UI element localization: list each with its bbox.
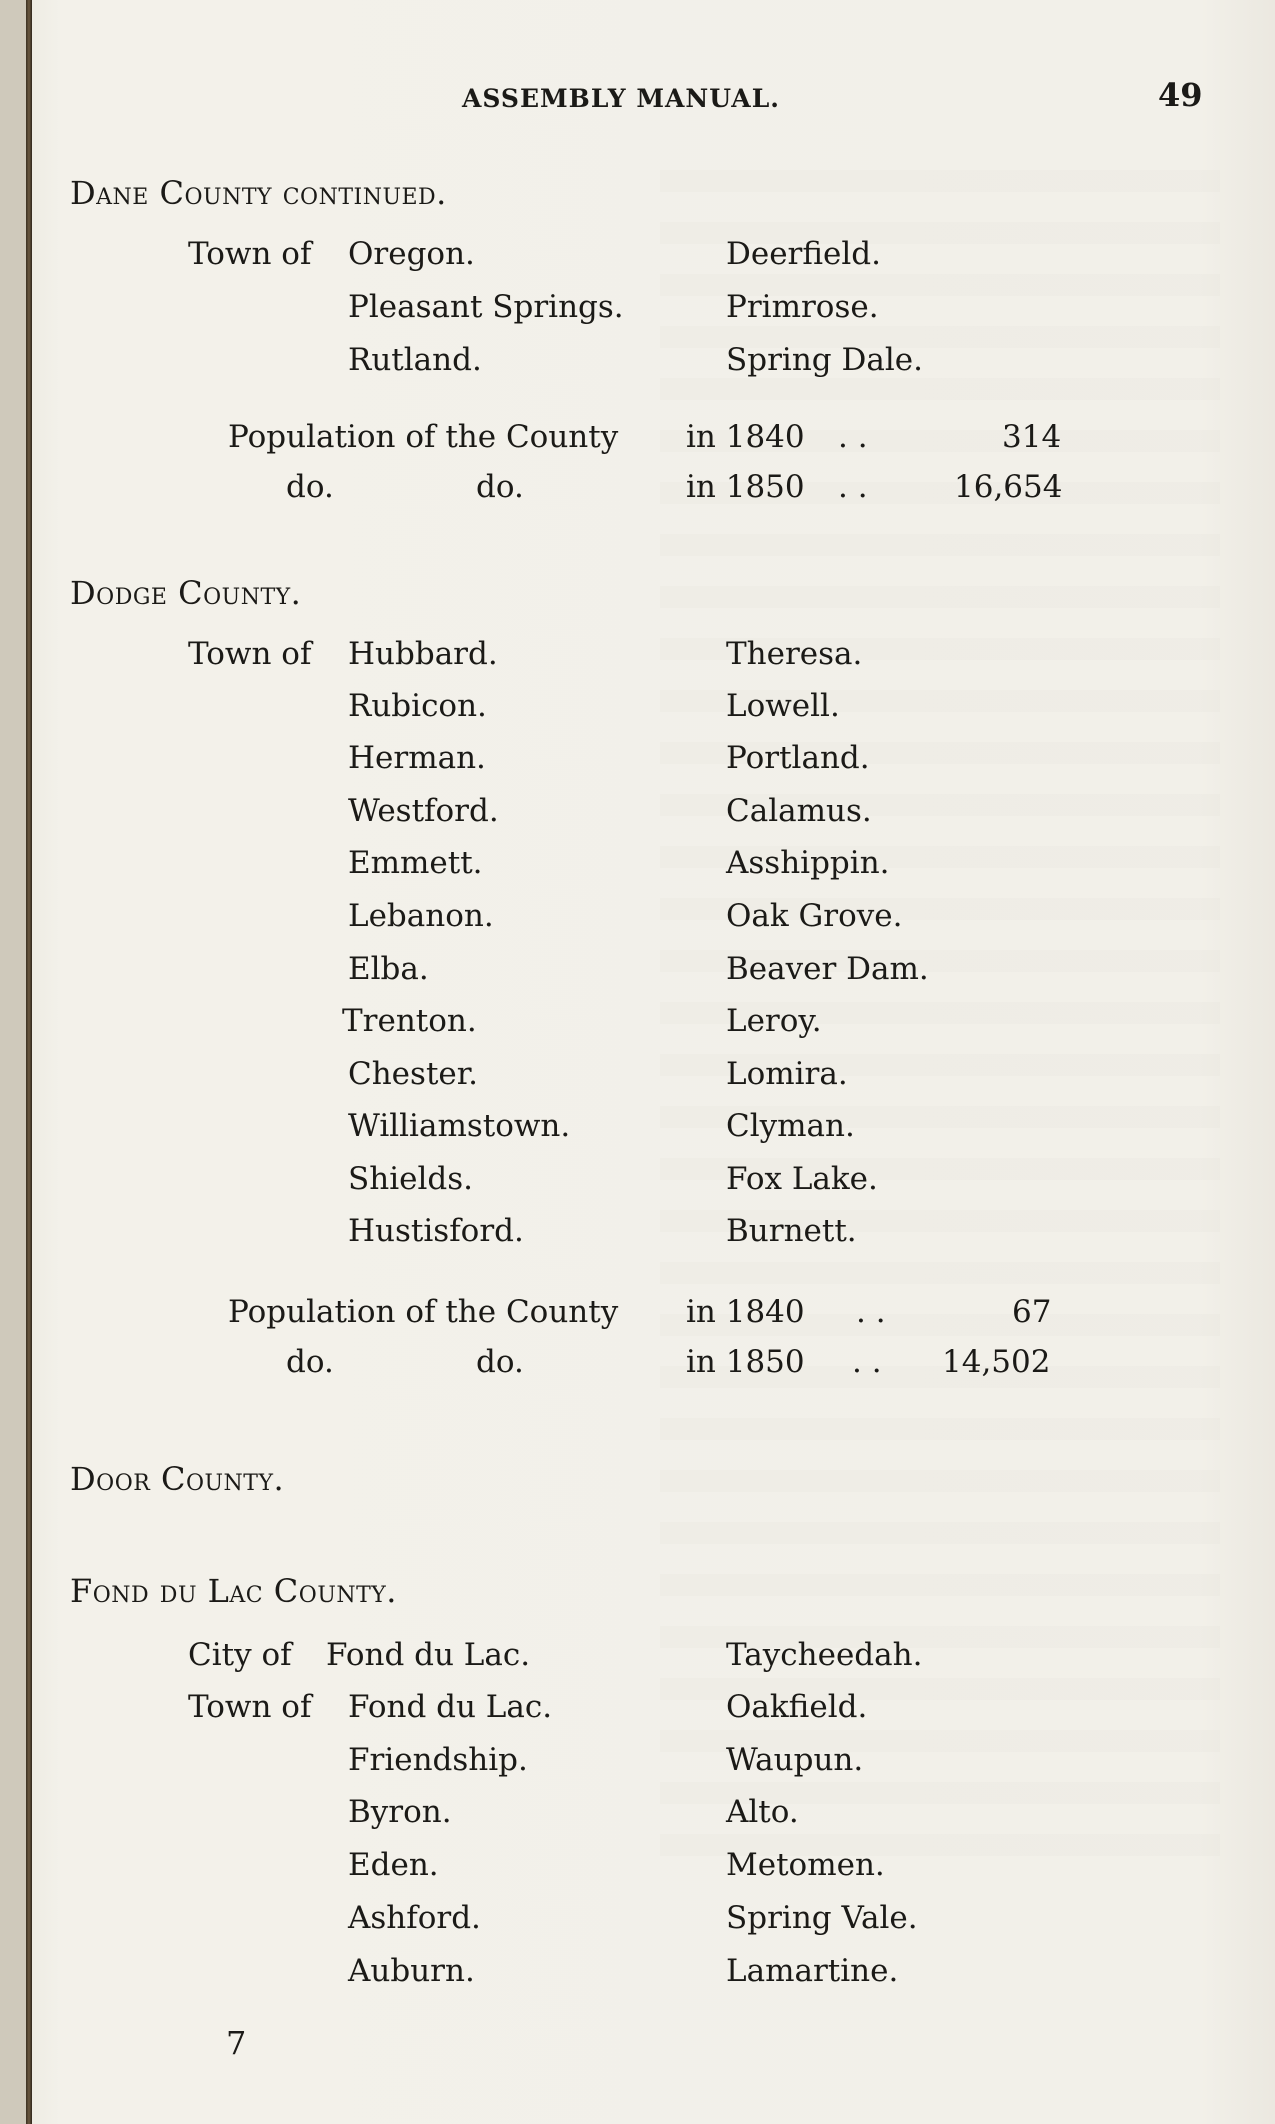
- town-name: Fond du Lac.: [348, 1689, 553, 1725]
- town-name: Rubicon.: [348, 688, 487, 724]
- ditto-mark: do.: [476, 1344, 524, 1380]
- town-name: Lowell.: [726, 688, 840, 724]
- town-name: Fox Lake.: [726, 1161, 878, 1197]
- town-name: Rutland.: [348, 342, 482, 378]
- town-name: Lebanon.: [348, 898, 494, 934]
- binding-edge: [26, 0, 32, 2124]
- city-name: Fond du Lac.: [326, 1637, 531, 1673]
- town-name: Lomira.: [726, 1056, 848, 1092]
- town-prefix: Town of: [188, 236, 312, 272]
- town-name: Trenton.: [342, 1003, 477, 1039]
- town-name: Friendship.: [348, 1742, 528, 1778]
- town-name: Hustisford.: [348, 1213, 524, 1249]
- city-prefix: City of: [188, 1637, 292, 1673]
- town-name: Theresa.: [726, 636, 863, 672]
- signature-mark: 7: [226, 2024, 247, 2062]
- population-year: in 1850: [686, 469, 805, 505]
- population-value: 14,502: [942, 1344, 1051, 1380]
- county-heading-fond-du-lac: Fond du Lac County.: [70, 1572, 397, 1610]
- page-gutter: [0, 0, 26, 2124]
- town-prefix: Town of: [188, 1689, 312, 1725]
- town-name: Oakfield.: [726, 1689, 868, 1725]
- town-name: Emmett.: [348, 845, 483, 881]
- town-name: Oregon.: [348, 236, 475, 272]
- population-year: in 1840: [686, 1294, 805, 1330]
- ditto-mark: do.: [286, 469, 334, 505]
- town-name: Leroy.: [726, 1003, 822, 1039]
- town-name: Oak Grove.: [726, 898, 903, 934]
- town-name: Chester.: [348, 1056, 479, 1092]
- town-name: Williamstown.: [348, 1108, 571, 1144]
- town-name: Taycheedah.: [726, 1637, 923, 1673]
- town-prefix: Town of: [188, 636, 312, 672]
- population-label: Population of the County: [228, 419, 619, 455]
- ditto-mark: do.: [476, 469, 524, 505]
- town-name: Westford.: [348, 793, 499, 829]
- population-year: in 1850: [686, 1344, 805, 1380]
- town-name: Metomen.: [726, 1847, 885, 1883]
- leader-dots: . .: [852, 1344, 882, 1380]
- town-name: Pleasant Springs.: [348, 289, 624, 325]
- leader-dots: . .: [838, 469, 868, 505]
- town-name: Ashford.: [348, 1900, 481, 1936]
- page-number: 49: [1158, 76, 1203, 114]
- town-name: Clyman.: [726, 1108, 855, 1144]
- town-name: Auburn.: [348, 1953, 475, 1989]
- population-label: Population of the County: [228, 1294, 619, 1330]
- ditto-mark: do.: [286, 1344, 334, 1380]
- population-year: in 1840: [686, 419, 805, 455]
- town-name: Deerfield.: [726, 236, 881, 272]
- population-value: 67: [1012, 1294, 1052, 1330]
- town-name: Portland.: [726, 740, 870, 776]
- town-name: Primrose.: [726, 289, 879, 325]
- town-name: Hubbard.: [348, 636, 498, 672]
- town-name: Shields.: [348, 1161, 473, 1197]
- running-header: ASSEMBLY MANUAL.: [462, 84, 780, 113]
- town-name: Beaver Dam.: [726, 951, 929, 987]
- town-name: Spring Vale.: [726, 1900, 918, 1936]
- town-name: Lamartine.: [726, 1953, 899, 1989]
- town-name: Spring Dale.: [726, 342, 923, 378]
- town-name: Asshippin.: [726, 845, 890, 881]
- town-name: Waupun.: [726, 1742, 864, 1778]
- town-name: Elba.: [348, 951, 429, 987]
- town-name: Calamus.: [726, 793, 872, 829]
- town-name: Burnett.: [726, 1213, 857, 1249]
- town-name: Eden.: [348, 1847, 439, 1883]
- county-heading-dodge: Dodge County.: [70, 574, 302, 612]
- county-heading-door: Door County.: [70, 1460, 285, 1498]
- population-value: 314: [1002, 419, 1062, 455]
- town-name: Byron.: [348, 1794, 452, 1830]
- county-heading-dane: Dane County continued.: [70, 174, 447, 212]
- population-value: 16,654: [954, 469, 1063, 505]
- town-name: Herman.: [348, 740, 486, 776]
- leader-dots: . .: [838, 419, 868, 455]
- town-name: Alto.: [726, 1794, 799, 1830]
- leader-dots: . .: [856, 1294, 886, 1330]
